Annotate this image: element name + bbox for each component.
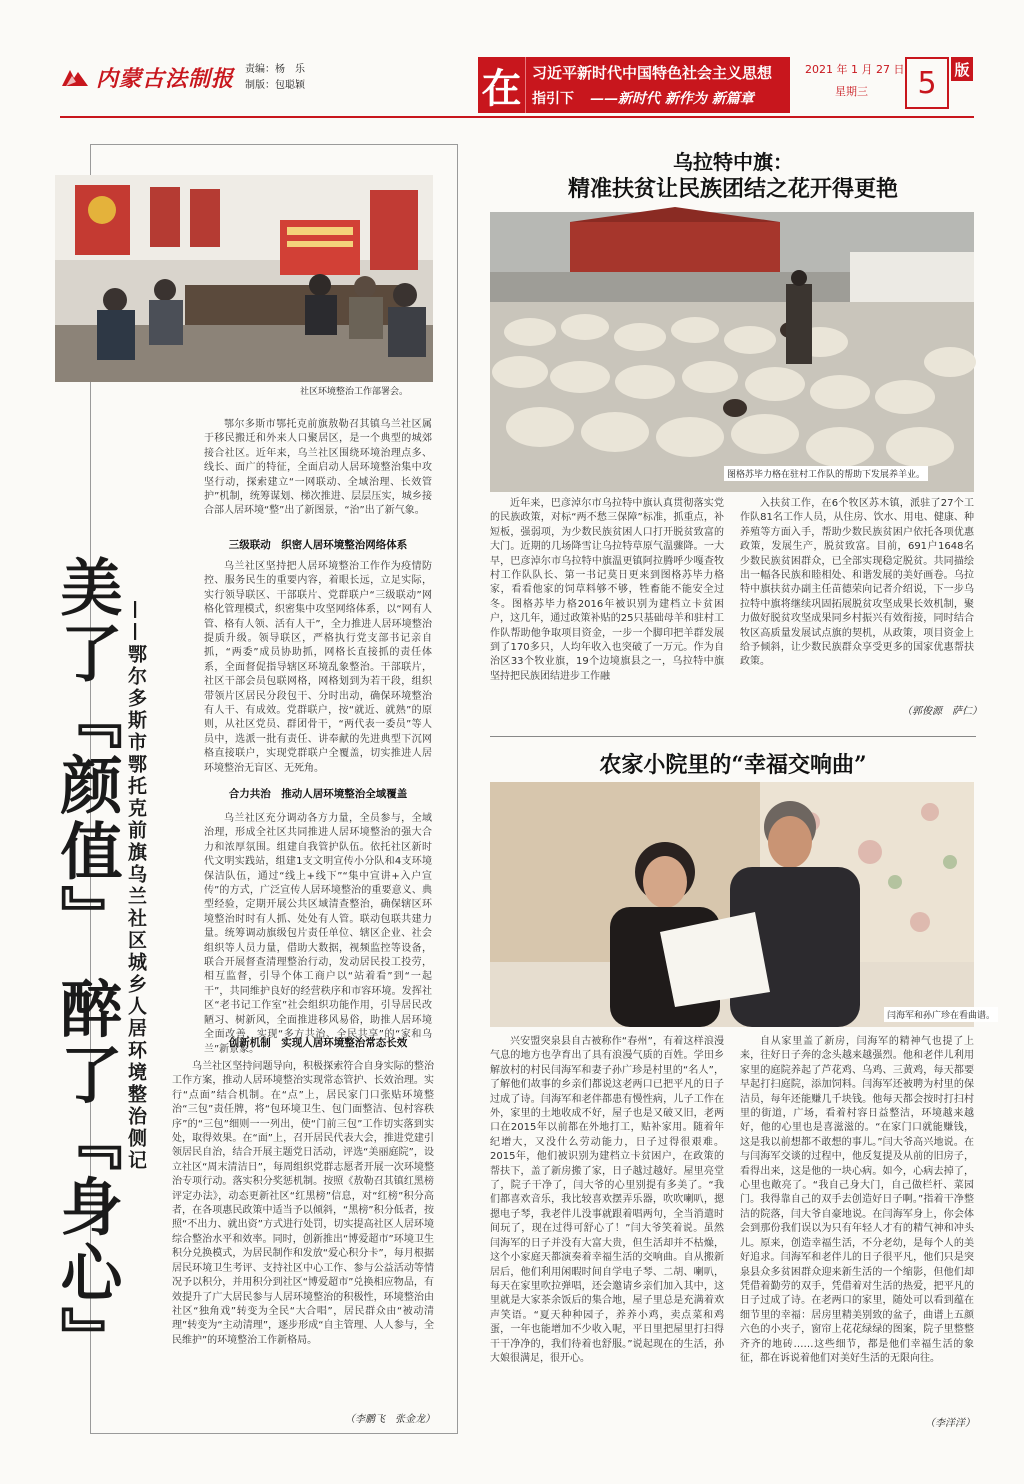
date-text: 2021 年 1 月 27 日 [805, 63, 905, 76]
banner-line1: 习近平新时代中国特色社会主义思想 [532, 64, 773, 82]
article2-title-line2: 精准扶贫让民族团结之花开得更艳 [567, 176, 898, 202]
meeting-image-icon [55, 175, 433, 382]
article3-title: 农家小院里的“幸福交响曲” [599, 752, 867, 778]
article2-title-line1: 乌拉特中旗： [673, 150, 793, 174]
masthead [60, 62, 234, 93]
banner-slogan: ——新时代 新作为 新篇章 [590, 91, 754, 107]
left-section3-heading: 创新机制 实现人居环境整治常态长效 [228, 1037, 408, 1049]
weekday-text: 星期三 [835, 85, 868, 98]
article2-col1 [490, 497, 724, 727]
left-article-subtitle: ——鄂尔多斯市鄂托克前旗乌兰社区城乡人居环境整治侧记 [125, 600, 147, 1172]
theme-banner [478, 57, 790, 113]
page-label: 版 [951, 57, 973, 81]
article2-byline: （郭俊源 萨仁） [902, 706, 982, 717]
banner-char: 在 [478, 57, 526, 113]
left-section1-heading: 三级联动 织密人居环境整治网络体系 [228, 539, 408, 551]
banner-line2-text: 指引下 [532, 91, 574, 107]
article2-col2-text: 入扶贫工作，在6个牧区苏木镇，派驻了27个工作队81名工作人员，从住房、饮水、用电、健康、种养殖等方面入手，帮助少数民族贫困户依托各项优惠政策，发展生产，脱贫致富。目前，691户1648名少数民族贫困群众，已全部实现稳定脱贫。共同描绘出一幅各民族和睦相处、和谐发展的美好画卷。乌拉特中旗扶贫办副主任苗德荣向记者介绍说，下一步乌拉特中旗将继续巩固拓展脱贫攻坚成果长效机制，聚力做好脱贫攻坚成果同乡村振兴有效衔接，同时结合牧区高质量发展试点旗的契机，从政策，项目资金上给予倾斜，让少数民族群众享受更多的国家优惠帮扶政策。 [740, 498, 974, 668]
page-number: 5 [905, 57, 949, 109]
page-number-box [905, 57, 973, 109]
left-intro-text: 鄂尔多斯市鄂托克前旗敖勒召其镇乌兰社区属于移民搬迁和外来人口聚居区，是一个典型的城郊接合社区。近年来，乌兰社区围绕环境治理点多、线长、面广的特征，全面启动人居环境整治集中攻坚行动，探索建立“一网联动、全域治理、长效管护”机制，统筹谋划、梯次推进、层层压实，城乡接合部人居环境“整”出了新图景，“治”出了新气象。 [204, 419, 432, 517]
left-intro [204, 418, 432, 526]
left-section2-heading: 合力共治 推动人居环境整治全域覆盖 [228, 788, 408, 800]
left-section3 [172, 1060, 434, 1405]
left-section1-text: 乌兰社区坚持把人居环境整治工作作为疫情防控、服务民生的重要内容，着眼长远，立足实际，实行领导联区、干部联片、党群联户“三级联动”网格化管理模式，织密集中攻坚网络体系，以“网有人管、格有人领、活有人干”，全力推进人居环境整治提质升级。领导联区，严格执行党支部书记亲自抓，“两委”成员协助抓，网格长直接抓的责任体系，全面督促指导辖区环境乱象整治。干部联片，社区干部会员包联网格，网格划到为若干段，组织带领片区居民分段包干、分时出动，确保环境整治有人干、有成效。党群联户，按“就近、就熟”的原则，从社区党员、群团骨干，“两代表一委员”等人员中，选派一批有责任、讲奉献的先进典型下沉网格直接联户，实现党群联户全覆盖，切实推进人居环境整治无盲区、无死角。 [204, 561, 432, 774]
article3-col2-text: 自从家里盖了新房，闫海军的精神气也提了上来，往好日子奔的念头越来越强烈。他和老伴儿利用家里的庭院养起了芦花鸡、乌鸡、三黄鸡，每天都要早起打扫庭院，添加饲料。闫海军还被聘为村里的保洁员，每年还能赚几千块钱。他每天都会按时打扫村里的街道，广场，看着村容日益整洁，环境越来越好，他的心里也是喜滋滋的。“在家门口就能赚钱，这是我以前想都不敢想的事儿。”闫大爷高兴地说。在与闫海军交谈的过程中，他反复提及从前的旧房子，看得出来，这是他的一块心病。如今，心病去掉了，心里也敞亮了。“我自己身大门，自己做栏杆、菜园门。我得靠自己的双手去创造好日子啊。”指着干净整洁的院落，闫大爷自豪地说。在闫海军身上，你会体会到那份我们误以为只有年轻人才有的精气神和冲头儿。原来，创造幸福生活，不分老幼，是每个人的美好追求。闫海军和老伴儿的日子很平凡，他们只是突泉县众多贫困群众迎来新生活的一个缩影，但他们却凭借着勤劳的双手，凭借着对生活的热爱，把平凡的日子过成了诗。在老两口的家里，随处可以看到蕴在细节里的幸福：居房里精美别致的盆子，曲谱上五颜六色的小夹子，窗帘上花花绿绿的图案，院子里整整齐齐的地砖……这些细节，都是他们幸福生活的象征，都在诉说着他们对美好生活的无限向往。 [740, 1036, 974, 1364]
article3-col1-text: 兴安盟突泉县自古被称作“春州”，有着这样浪漫气息的地方也孕育出了具有浪漫气质的百姓。学田乡解放村的村民闫海军和妻子孙广珍是村里的“名人”，了解他们故事的乡亲们都说这老两口已把平凡的日子过成了诗。闫海军和老伴都患有慢性病，儿子工作在外，家里的土地收成不好，屋子也是又破又旧，老两口在2015年以前都在外地打工，贴补家用。随着年纪增大，又没什么劳动能力，日子过得很艰难。2015年，他们被识别为建档立卡贫困户，在政策的帮扶下，盖了新房搬了家，日子越过越好。屋里亮堂了，院子干净了，闫大爷的心里别提有多美了。“我们都喜欢音乐，我比较喜欢摆弄乐器，吹吹喇叭，摁摁电子琴，我老伴儿没事就跟着唱两句，全当消遣时间玩了，现在过得可舒心了！”闫大爷笑着说。虽然闫海军的日子并没有大富大贵，但生活却并不枯燥，这个小家庭天都演奏着幸福生活的交响曲。自从搬新居后，他们利用闲暇时间自学电子琴、二胡、喇叭，每天在家里吹拉弹唱，还会邀请乡亲们加入其中，这里就是大家茶余饭后的集合地，屋子里总是充满着欢声笑语。“夏天种种园子，养养小鸡，卖点菜和鸡蛋，一年也能增加不少收入呢，平日里把屋里打扫得干干净净的，我们待着也舒服。”说起现在的生活，孙大娘很满足，很开心。 [490, 1036, 724, 1364]
article3-byline: （李洋洋） [925, 1418, 975, 1429]
banner-line2 [532, 88, 754, 108]
header-rule [60, 116, 974, 118]
article-separator [490, 736, 976, 737]
article2-col1-text: 近年来，巴彦淖尔市乌拉特中旗认真贯彻落实党的民族政策，对标“两不愁三保障”标准，抓重点，补短板，强弱项，为少数民族贫困人口打开脱贫致富的大门。近期的几场降雪让乌拉特草原气温骤降。一大早，巴彦淖尔市乌拉特中旗温更镇阿拉腾呼少嘎查牧村工作队队长、第一书记莫日更来到图格苏毕力格家，看看他家的饲草料够不够，牲畜能不能安全过冬。图格苏毕力格2016年被识别为建档立卡贫困户，这几年，通过政策补贴的25只基础母羊和驻村工作队帮助他争取项目资金，一步一个脚印把羊群发展到了170多只，人均年收入也突破了一万元。作为自治区33个牧业旗，19个边境旗县之一，乌拉特中旗坚持把民族团结进步工作融 [490, 498, 724, 682]
editor-credits [245, 62, 305, 94]
newspaper-logo-icon [60, 66, 90, 90]
editor-label: 责编：杨 乐 [245, 64, 305, 75]
left-section2-text: 乌兰社区充分调动各方力量，全员参与，全域治理，形成全社区共同推进人居环境整治的强大合力和浓厚氛围。组建自我管护队伍。依托社区新时代文明实践站，组建1支文明宣传小分队和4支环境保洁队伍，通过“线上+线下”“集中宣讲+入户宣传”的方式，广泛宣传人居环境整治的重要意义、典型经验，定期开展公共区域清查整治，确保辖区环境整治时时有人抓、处处有人管。联动包联共建力量。统筹调动旗级包片责任单位、辖区企业、社会组织等人员力量，借助大数据，视频监控等设备，联合开展督查清理整治行动，发动居民投工投劳，相互监督，引导个体工商户以“站着看”到“一起干”，共同维护良好的经营秩序和市容环境。发挥社区“老书记工作室”社会组织功能作用，引导居民改陋习、树新风，全面推进移风易俗，助推人居环境全面改善，实现“多方共治、全民共享”的“家和乌兰”新景象。 [204, 813, 432, 1055]
couple-photo [490, 782, 974, 1027]
sheep-photo [490, 212, 974, 492]
paper-name: 内蒙古法制报 [96, 66, 235, 92]
left-byline: （李鹏飞 张金龙） [345, 1414, 435, 1425]
article3-col1 [490, 1035, 724, 1430]
issue-date [805, 59, 904, 103]
left-section3-text: 乌兰社区坚持问题导向，积极探索符合自身实际的整治工作方案，推动人居环境整治实现常态管护、长效治理。实行“点面”结合机制。在“点”上，居民家门口张贴环境整治“三包”责任牌，将“包环境卫生、包门面整洁、包村容秩序”的“三包”细则一一列出，使“门前三包”工作切实落到实处，取得效果。在“面”上，召开居民代表大会，推进党建引领居民自治，结合开展主题党日活动，评选“美丽庭院”，设立社区“周末清洁日”，每周组织党群志愿者开展一次环境整治专项行动。落实积分奖惩机制。按照《敖勒召其镇红黑榜评定办法》，动态更新社区“红黑榜”信息，对“红榜”积分高者，在各项惠民政策中适当予以倾斜，“黑榜”积分低者，按照“不出力、就出资”方式进行处罚，切实提高社区人居环境综合整治水平和效率。同时，创新推出“博爱超市”环境卫生积分兑换模式，为居民制作和发放“爱心积分卡”，每月根据居民环境卫生考评、支持社区中心工作、参与公益活动等情况予以积分，并用积分到社区“博爱超市”兑换相应物品，有效提升了广大居民参与人居环境整治的积极性，环境整治由社区“独角戏”转变为全民“大合唱”，居民群众由“被动清理”转变为“主动清理”，逐步形成“自主管理、人人参与，全民维护”的环境整治工作新格局。 [172, 1061, 434, 1346]
meeting-photo [55, 175, 433, 382]
meeting-photo-caption: 社区环境整治工作部署会。 [300, 387, 409, 397]
couple-image-icon [490, 782, 974, 1027]
producer-label: 制版：包聪颖 [245, 80, 305, 91]
sheep-photo-caption: 图格苏毕力格在驻村工作队的帮助下发展养羊业。 [724, 466, 928, 481]
sheep-image-icon [490, 212, 974, 492]
left-article-title: 美了『颜值』 醉了『身心』 [50, 555, 123, 1373]
couple-photo-caption: 闫海军和孙广珍在看曲谱。 [884, 1007, 998, 1022]
article3-col2 [740, 1035, 974, 1410]
article2-col2 [740, 497, 974, 692]
